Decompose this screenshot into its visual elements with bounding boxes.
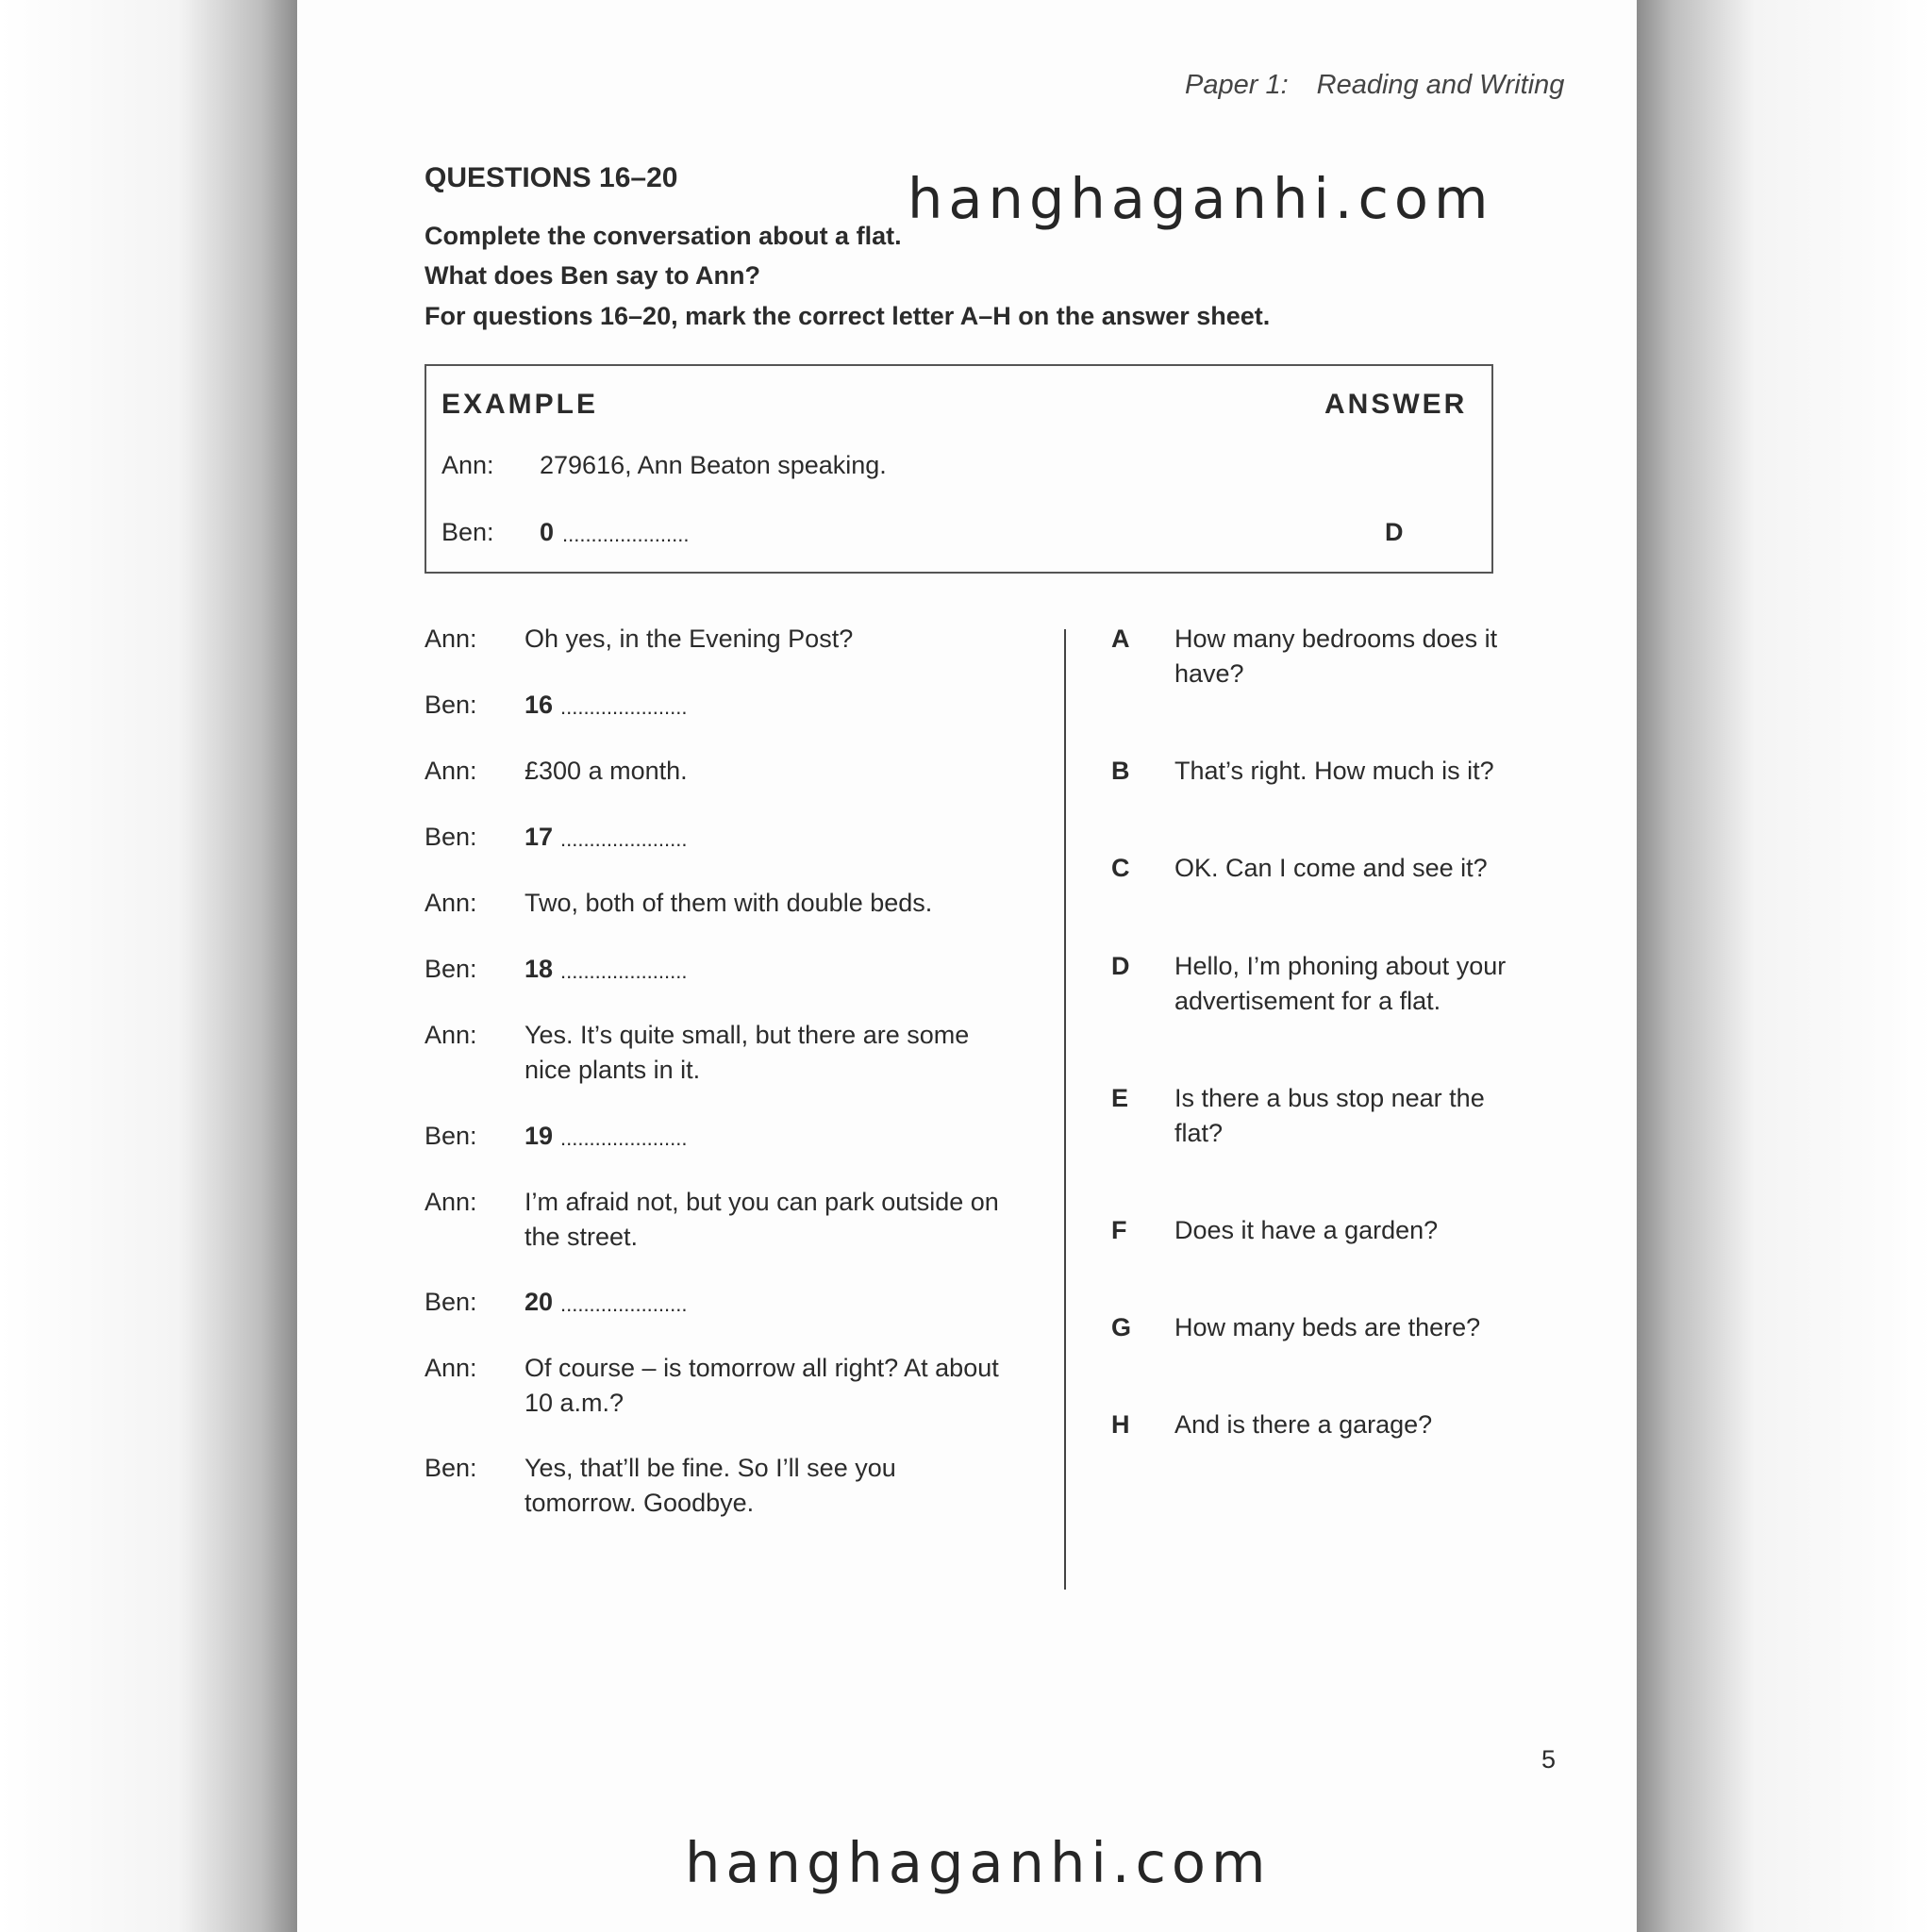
page-number: 5	[1541, 1745, 1557, 1774]
dialogue-speaker: Ben:	[425, 955, 477, 983]
column-divider	[1064, 629, 1066, 1590]
answer-label: ANSWER	[1324, 389, 1468, 420]
watermark-bottom: hanghaganhi.com	[685, 1830, 1272, 1895]
dialogue-line: Two, both of them with double beds.	[525, 889, 933, 917]
questions-title: QUESTIONS 16–20	[425, 162, 678, 193]
question-number-17: 17	[525, 823, 554, 851]
dialogue-speaker: Ben:	[425, 1122, 477, 1150]
answer-blank: ......................	[560, 827, 688, 851]
example-ben-number: 0	[540, 518, 555, 546]
option-letter-g: G	[1111, 1313, 1132, 1341]
option-text-a: have?	[1174, 659, 1244, 688]
answer-blank: ......................	[560, 1126, 688, 1150]
dialogue-line: the street.	[525, 1223, 639, 1251]
dialogue-speaker: Ann:	[425, 757, 477, 785]
dialogue-speaker: Ann:	[425, 1021, 477, 1049]
instruction-2: What does Ben say to Ann?	[425, 261, 761, 290]
example-ann-speaker: Ann:	[441, 451, 494, 479]
question-number-20: 20	[525, 1288, 554, 1316]
watermark-top: hanghaganhi.com	[908, 166, 1494, 231]
page-shadow-right	[1637, 0, 1932, 1932]
option-text-d: advertisement for a flat.	[1174, 987, 1441, 1015]
option-text-b: That’s right. How much is it?	[1174, 757, 1494, 785]
running-header	[1185, 70, 1564, 101]
instruction-1: Complete the conversation about a flat.	[425, 222, 902, 250]
dialogue-line: 10 a.m.?	[525, 1389, 625, 1417]
dialogue-speaker: Ben:	[425, 1288, 477, 1316]
answer-blank: ......................	[560, 695, 688, 719]
dialogue-line: Of course – is tomorrow all right? At about	[525, 1354, 999, 1382]
header-paper: Paper 1:	[1185, 70, 1289, 100]
option-text-c: OK. Can I come and see it?	[1174, 854, 1488, 882]
dialogue-speaker: Ann:	[425, 889, 477, 917]
option-text-a: How many bedrooms does it	[1174, 625, 1498, 653]
dialogue-speaker: Ann:	[425, 1188, 477, 1216]
example-blank: ......................	[562, 523, 690, 546]
example-ann-text: 279616, Ann Beaton speaking.	[540, 451, 887, 479]
dialogue-line: Yes, that’ll be fine. So I’ll see you	[525, 1454, 896, 1482]
instruction-3: For questions 16–20, mark the correct letter A–H on the answer sheet.	[425, 302, 1271, 330]
option-text-e: flat?	[1174, 1119, 1224, 1147]
option-letter-f: F	[1111, 1216, 1127, 1244]
example-answer: D	[1385, 518, 1404, 546]
option-letter-d: D	[1111, 952, 1130, 980]
option-text-d: Hello, I’m phoning about your	[1174, 952, 1507, 980]
answer-blank: ......................	[560, 959, 688, 983]
question-number-18: 18	[525, 955, 554, 983]
option-text-g: How many beds are there?	[1174, 1313, 1481, 1341]
page-shadow-left	[0, 0, 297, 1932]
dialogue-line: nice plants in it.	[525, 1056, 701, 1084]
option-letter-e: E	[1111, 1084, 1129, 1112]
dialogue-line: Oh yes, in the Evening Post?	[525, 625, 854, 653]
example-label: EXAMPLE	[441, 389, 599, 420]
option-letter-c: C	[1111, 854, 1130, 882]
dialogue-line: tomorrow. Goodbye.	[525, 1489, 755, 1517]
option-text-f: Does it have a garden?	[1174, 1216, 1439, 1244]
dialogue-line: Yes. It’s quite small, but there are some	[525, 1021, 970, 1049]
question-number-19: 19	[525, 1122, 554, 1150]
example-ben-speaker: Ben:	[441, 518, 494, 546]
option-letter-a: A	[1111, 625, 1130, 653]
dialogue-speaker: Ben:	[425, 1454, 477, 1482]
option-text-h: And is there a garage?	[1174, 1410, 1433, 1439]
dialogue-speaker: Ben:	[425, 691, 477, 719]
dialogue-line: £300 a month.	[525, 757, 688, 785]
option-letter-h: H	[1111, 1410, 1130, 1439]
header-section: Reading and Writing	[1316, 70, 1565, 100]
dialogue-line: I’m afraid not, but you can park outside on	[525, 1188, 999, 1216]
answer-blank: ......................	[560, 1292, 688, 1316]
dialogue-speaker: Ben:	[425, 823, 477, 851]
option-letter-b: B	[1111, 757, 1130, 785]
dialogue-speaker: Ann:	[425, 1354, 477, 1382]
option-text-e: Is there a bus stop near the	[1174, 1084, 1485, 1112]
question-number-16: 16	[525, 691, 554, 719]
dialogue-speaker: Ann:	[425, 625, 477, 653]
